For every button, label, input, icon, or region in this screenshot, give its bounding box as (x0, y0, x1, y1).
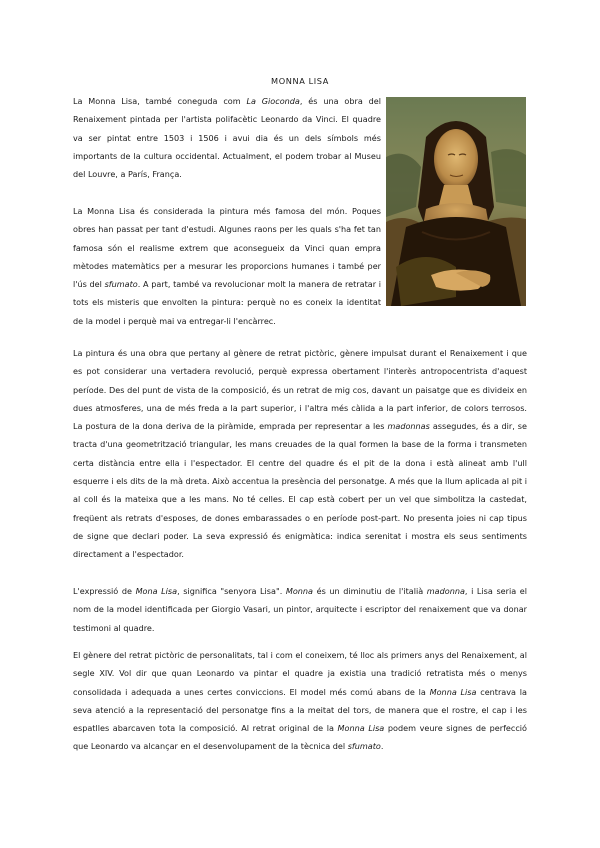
italic-text: sfumato (104, 279, 138, 290)
italic-text: Monna Lisa (337, 723, 385, 734)
text-run: . (380, 741, 384, 752)
text-run: , i Lisa seria el nom de la model identificada per Giorgio Vasari, un pintor, arquitecte i escriptor del renaixement que va donar testimoni al quadre. (73, 586, 527, 633)
paragraph-5 (73, 646, 527, 756)
italic-text: Mona Lisa (135, 586, 178, 596)
mona-lisa-portrait (386, 97, 526, 306)
paragraph-3 (73, 344, 527, 564)
text-run: assegudes, és a dir, se tracta d'una geometrització triangular, les mans creuades de la qual formen la base de la forma i transmeten certa distància entre ella i l'espectador. El centre del quadre és el pit de la dona i està alineat amb l'ull esquerre i els dits de la mà dreta. Això accentua la presència del personatge. A més que la llum aplicada al pit i al coll és la mateixa que a les mans. No té celles. El cap està cobert per un vel que simbolitza la castedat, freqüent als retrats d'esposes, de dones embarassades o en període post-part. No presenta joies ni cap tipus de signe que declari poder. La seva expressió és enigmàtica: indica serenitat i mostra els seus sentiments directament a l'espectador. (73, 421, 527, 560)
paragraph-4 (73, 582, 527, 637)
text-run: , és una obra del Renaixement pintada per l'artista polifacètic Leonardo da Vinci. El quadre va ser pintat entre 1503 i 1506 i avui dia és un dels símbols més importants de la cultura occidental. Actualment, el podem trobar al Museu del Louvre, a París, França. (73, 96, 381, 180)
text-run: centrava la seva atenció a la representació del personatge fins a la meitat del tors, de manera que el rostre, el cap i les espatlles abarcaven tota la composició. Al retrat original de la (73, 686, 527, 734)
text-run: La Monna Lisa és considerada la pintura més famosa del món. Poques obres han passat per tant d'estudi. Algunes raons per les quals s'ha fet tan famosa són el realisme extrem que aconsegueix da Vinci quan empra mètodes matemàtics per a mesurar les proporcions humanes i també per l'ús del (73, 206, 381, 290)
italic-text: Monna Lisa (429, 686, 477, 697)
text-run: El gènere del retrat pictòric de personalitats, tal i com el coneixem, té lloc als primers anys del Renaixement, al segle XIV. Vol dir que quan Leonardo va pintar el quadre ja existia una tradició retratista més o menys consolidada i adequada a unes certes conviccions. El model més comú abans de la (73, 650, 527, 697)
text-run: L'expressió de (73, 586, 136, 596)
italic-text: La Gioconda (246, 96, 300, 106)
italic-text: madonnas (387, 421, 430, 432)
italic-text: Monna (285, 586, 314, 596)
paragraph-1 (73, 92, 381, 183)
text-run: . A part, també va revolucionar molt la manera de retratar i tots els misteris que envolten la pintura: perquè no es coneix la identitat de la model i perquè mai va entregar-li l'encàrrec. (73, 279, 381, 326)
paragraph-2 (73, 202, 381, 330)
text-run: podem veure signes de perfecció que Leonardo va alcançar en el desenvolupament de la tècnica del (73, 723, 527, 752)
text-run: és un diminutiu de l'italià (313, 586, 427, 596)
document-title: MONNA LISA (271, 76, 329, 86)
italic-text: madonna (426, 586, 465, 596)
italic-text: sfumato (347, 741, 381, 752)
text-run: La Monna Lisa, també coneguda com (73, 96, 247, 106)
text-run: , significa "senyora Lisa". (177, 586, 286, 596)
text-run: La pintura és una obra que pertany al gènere de retrat pictòric, gènere impulsat durant el Renaixement i que es pot considerar una vertadera revolució, perquè expressa obertament l'interès antropocentrista d'aquest període. Des del punt de vista de la composició, és un retrat de mig cos, davant un paisatge que es divideix en dues atmosferes, una de més freda a la part superior, i l'altra més càlida a la part inferior, de colors terrosos. La postura de la dona deriva de la piràmide, emprada per representar a les (73, 348, 527, 432)
